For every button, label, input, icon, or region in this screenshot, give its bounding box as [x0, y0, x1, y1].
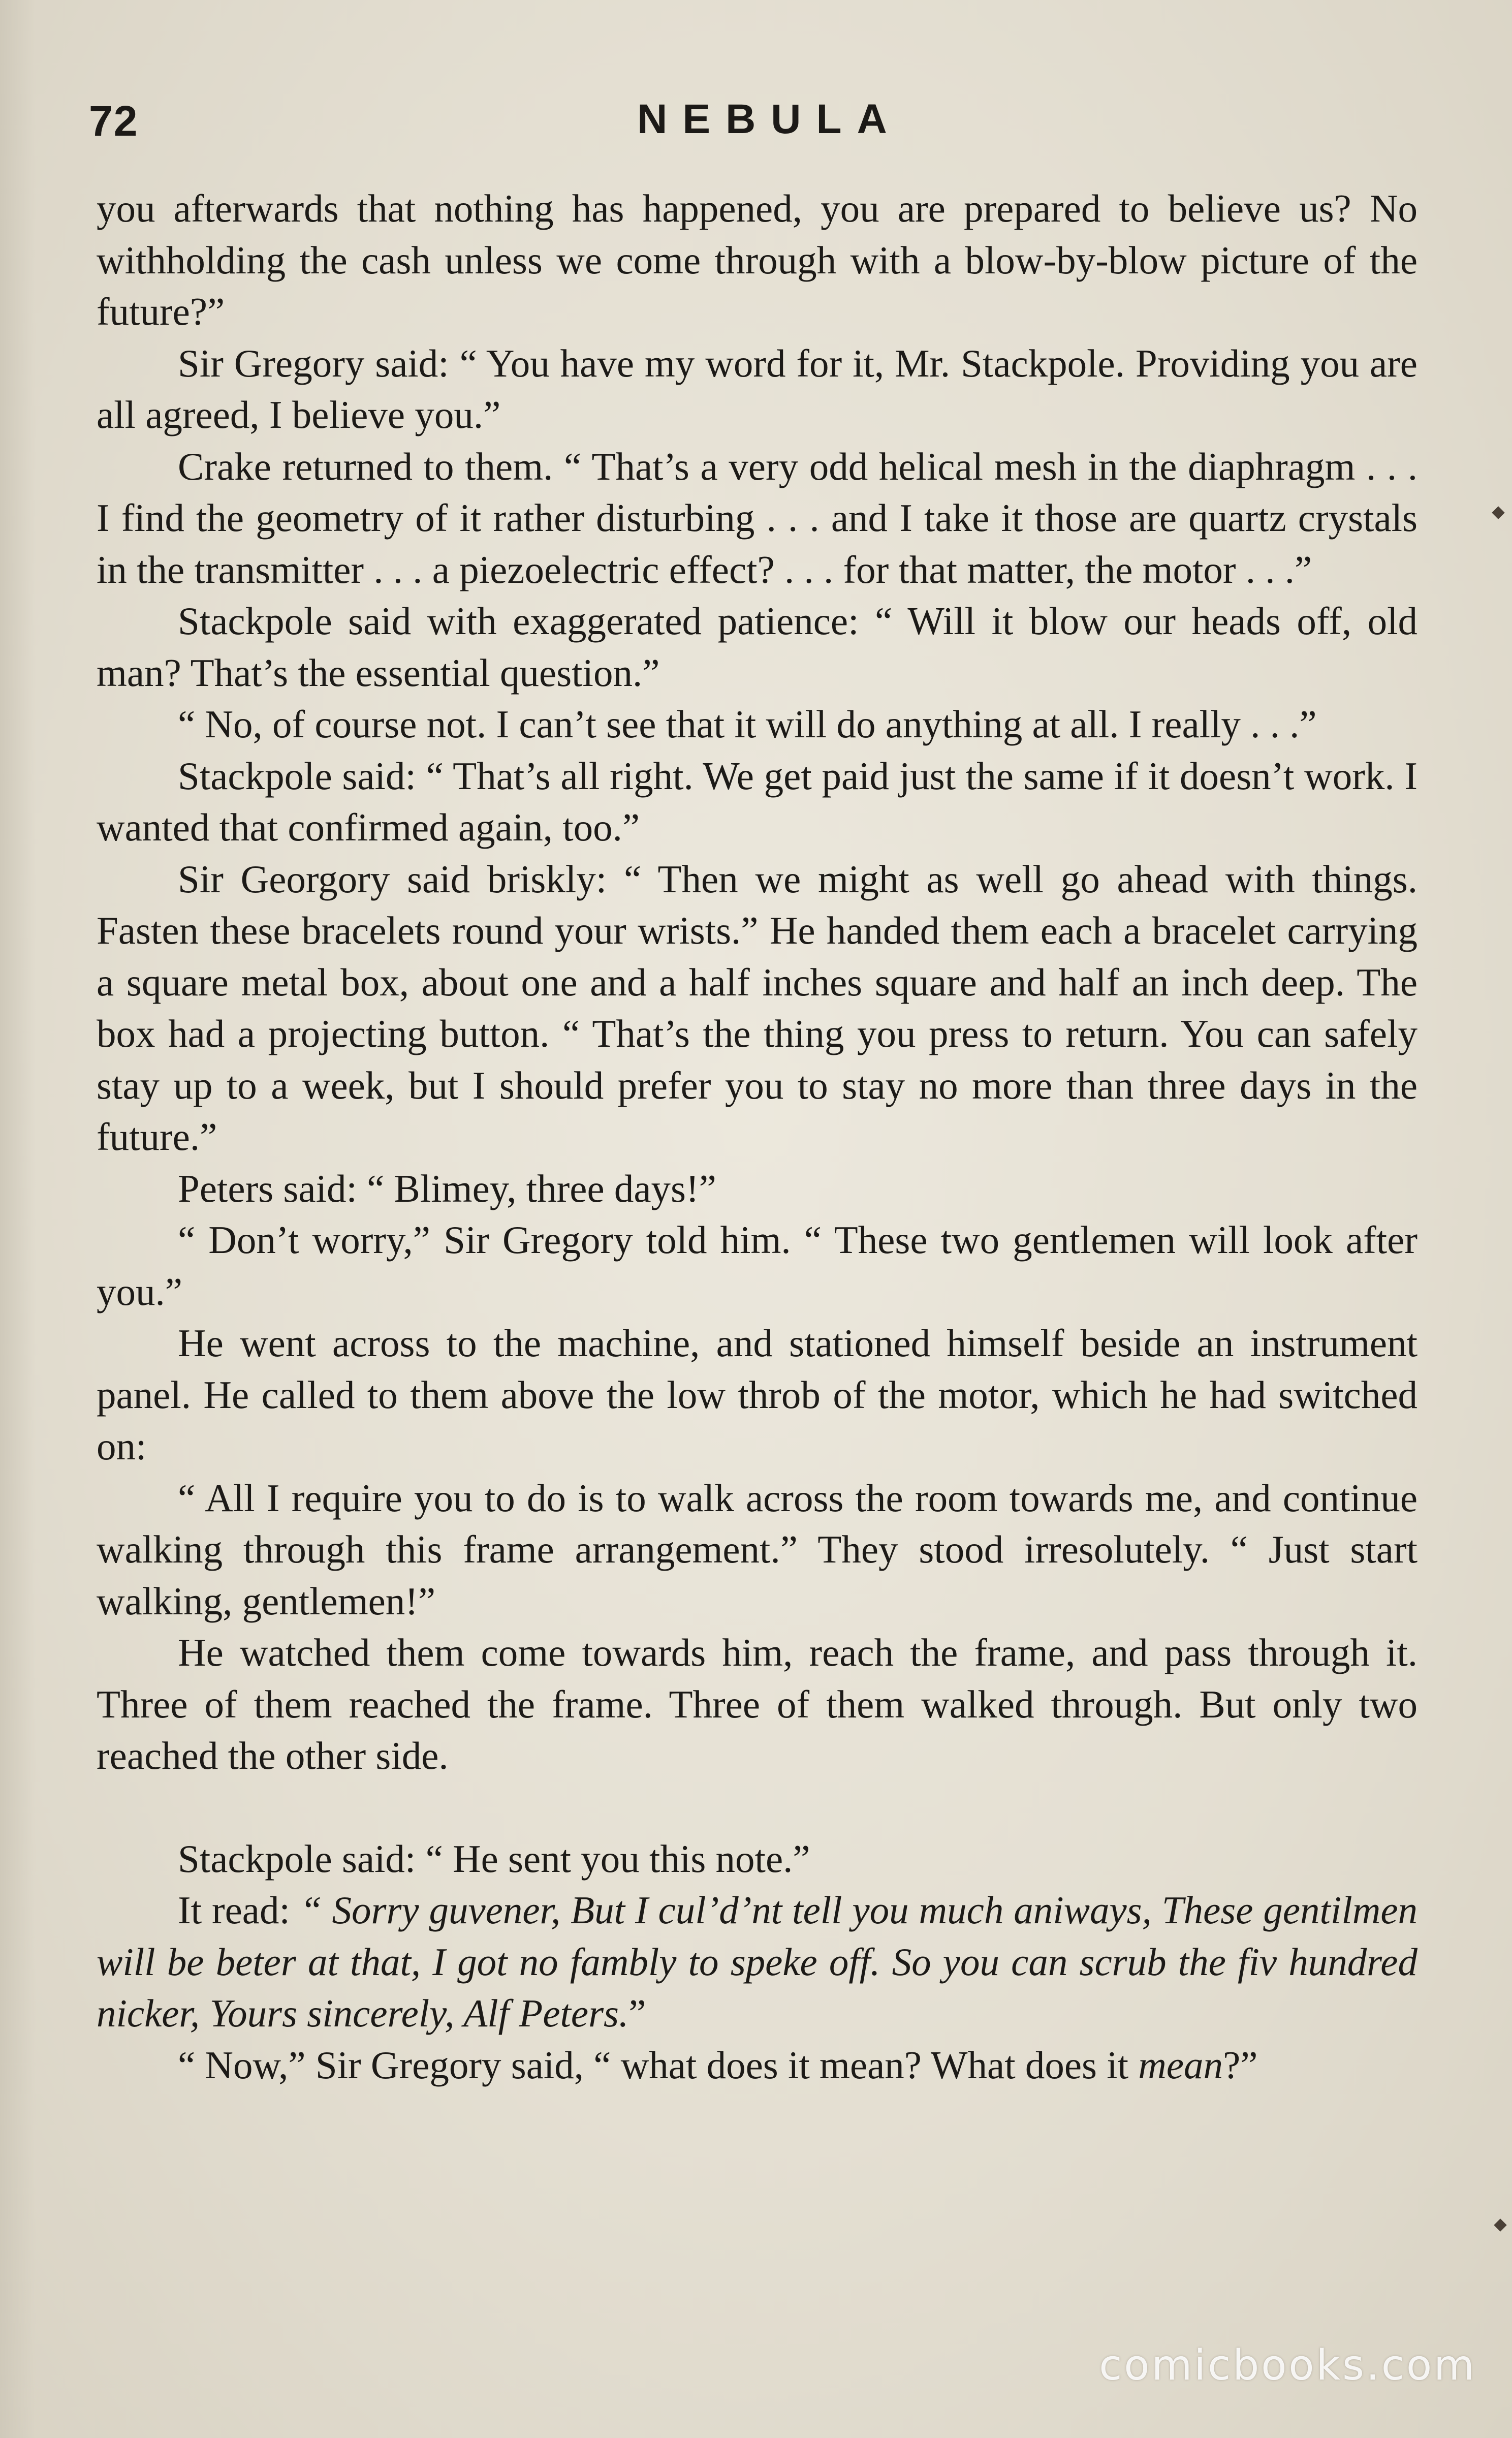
paragraph: Crake returned to them. “ That’s a very odd helical mesh in the diaphragm . . . I find the geometry of it rather disturbing . . . and I take it those are quartz crystals in the transmitter . . . a piezoelectric effect? . . . for that matter, the motor . . .” — [97, 444, 1418, 591]
body-text — [97, 183, 1418, 2091]
page-edge-mark — [1494, 2218, 1506, 2231]
paragraph: Sir Gregory said: “ You have my word for it, Mr. Stackpole. Providing you are all agreed, I believe you.” — [97, 341, 1418, 436]
paragraph: He went across to the machine, and stationed himself beside an instrument panel. He called to them above the low throb of the motor, which he had switched on: — [97, 1321, 1418, 1468]
watermark: comicbooks.com — [1099, 2341, 1476, 2390]
note-text: “ Sorry guvener, But I cul’d’nt tell you much aniways, These gentilmen will be beter at that, I got no fambly to speke off. So you can scrub the fiv hundred nicker, Yours sincerely, Alf Peters. — [97, 1888, 1418, 2035]
paragraph: “ Don’t worry,” Sir Gregory told him. “ These two gentlemen will look after you.” — [97, 1218, 1418, 1314]
note-close: ” — [628, 1991, 646, 2035]
page-edge-mark — [1492, 506, 1504, 519]
paragraph: you afterwards that nothing has happened, you are prepared to believe us? No withholding the cash unless we come through with a blow-by-blow picture of the future?” — [97, 186, 1418, 333]
paragraph: “ All I require you to do is to walk across the room towards me, and continue walking through this frame arrangement.” They stood irresolutely. “ Just start walking, gentlemen!” — [97, 1476, 1418, 1623]
note-lead: It read: — [178, 1888, 300, 1932]
final-paragraph — [97, 2040, 1418, 2091]
running-head: NEBULA — [637, 96, 902, 142]
page-number: 72 — [89, 97, 139, 145]
page-gutter-shadow — [0, 0, 36, 2438]
paragraph: Peters said: “ Blimey, three days!” — [178, 1166, 716, 1210]
paragraph: Stackpole said: “ He sent you this note.” — [178, 1836, 810, 1881]
paragraph: He watched them come towards him, reach the frame, and pass through it. Three of them reached the frame. Three of them walked through. But only two reached the other side. — [97, 1631, 1418, 1777]
final-close: ?” — [1223, 2043, 1258, 2087]
paragraph: “ No, of course not. I can’t see that it will do anything at all. I really . . .” — [178, 702, 1317, 746]
final-emphasis: mean — [1138, 2043, 1223, 2087]
paragraph: Stackpole said: “ That’s all right. We get paid just the same if it doesn’t work. I wanted that confirmed again, too.” — [97, 754, 1418, 849]
page-header — [89, 91, 1420, 152]
note-paragraph — [97, 1885, 1418, 2040]
paragraph: Stackpole said with exaggerated patience: “ Will it blow our heads off, old man? That’s the essential question.” — [97, 599, 1418, 695]
final-lead: “ Now,” Sir Gregory said, “ what does it mean? What does it — [178, 2043, 1139, 2087]
paragraph: Sir Georgory said briskly: “ Then we might as well go ahead with things. Fasten these bracelets round your wrists.” He handed them each a bracelet carrying a square metal box, about one and a half inches square and half an inch deep. The box had a projecting button. “ That’s the thing you press to return. You can safely stay up to a week, but I should prefer you to stay no more than three days in the future.” — [97, 857, 1418, 1159]
